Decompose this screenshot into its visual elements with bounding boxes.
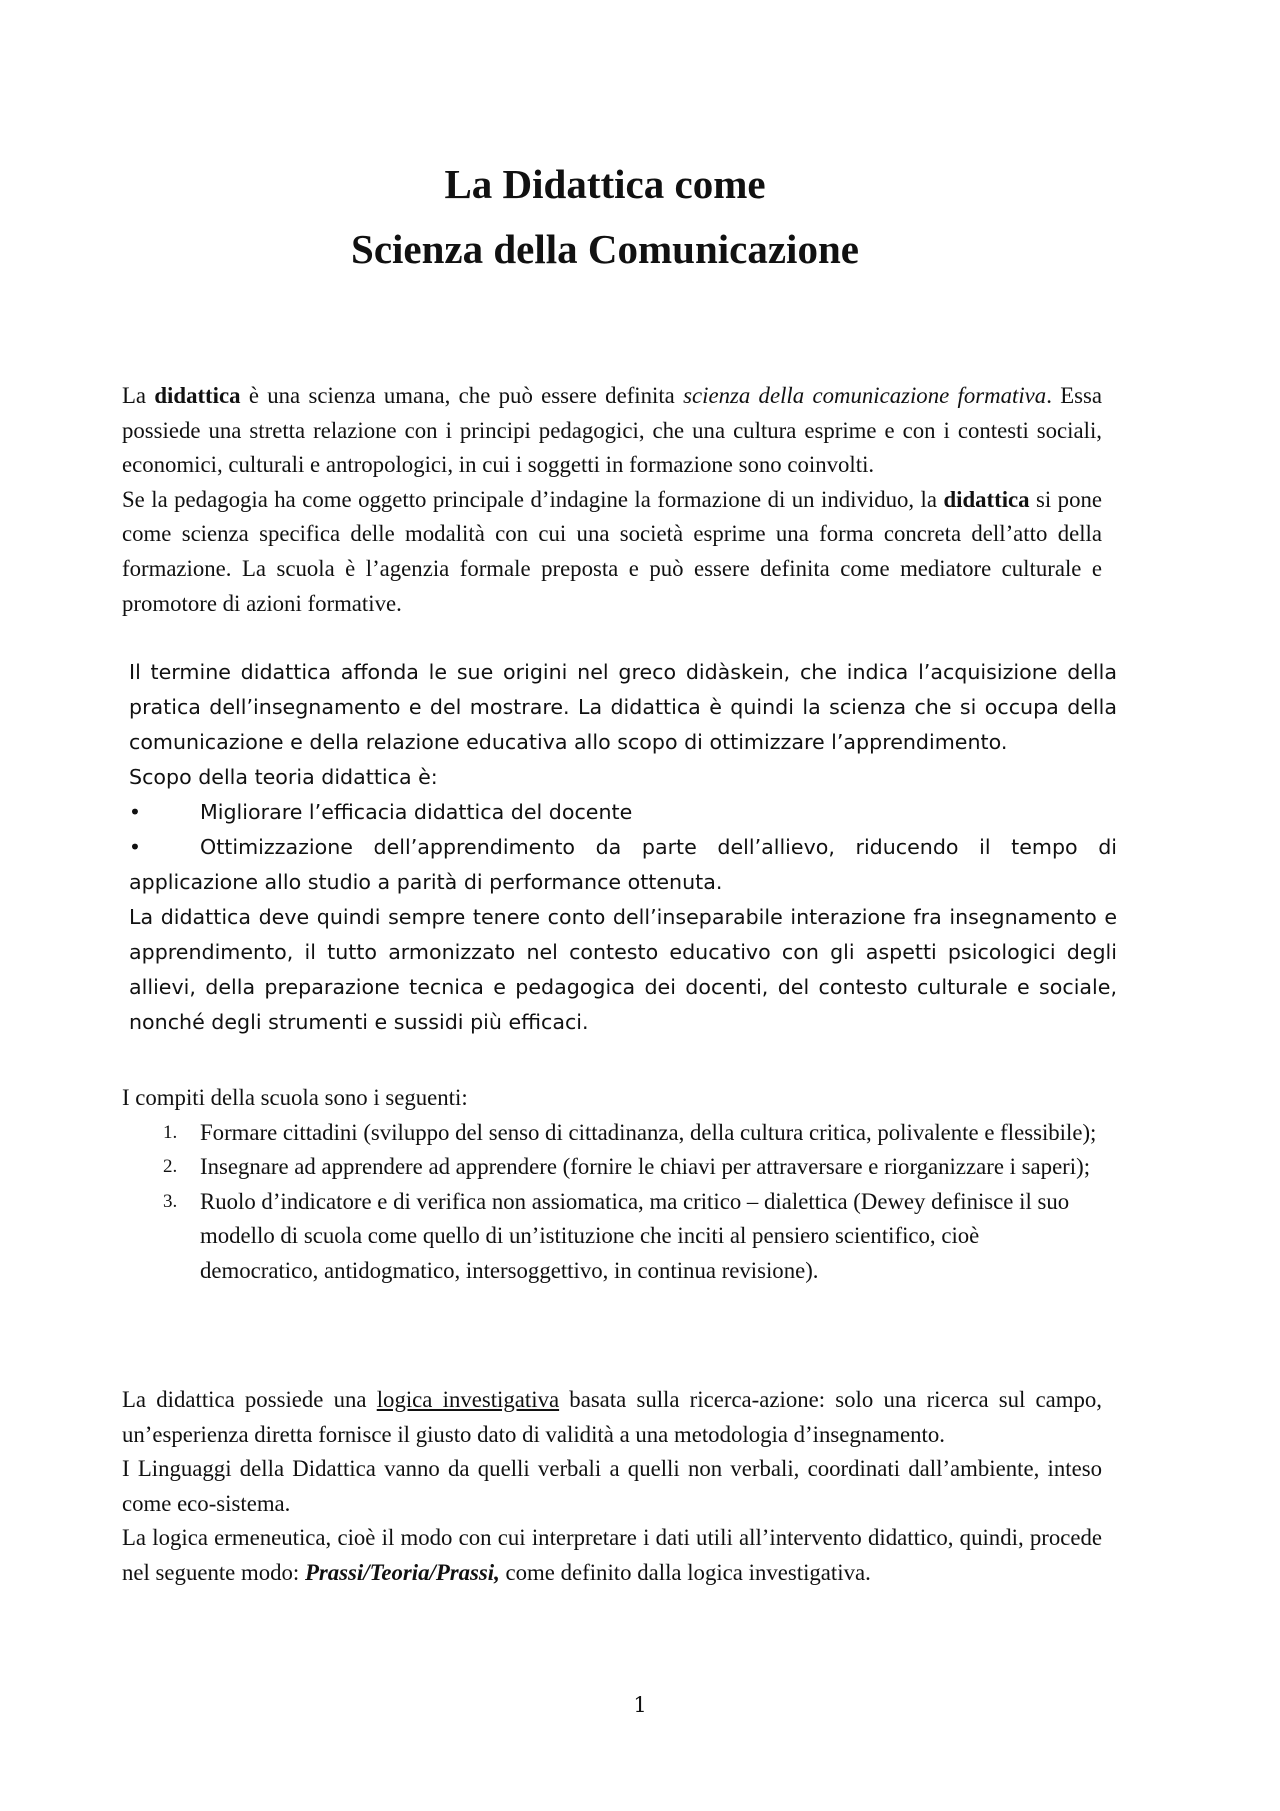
list-number: 1.	[163, 1121, 178, 1143]
scope-bullet-list	[129, 795, 1117, 900]
italic-term: scienza della comunicazione formativa	[683, 383, 1047, 408]
text-run: è una scienza umana, che può essere definita	[240, 383, 684, 408]
list-text: Ruolo d’indicatore e di verifica non assiomatica, ma critico – dialettica (Dewey definisce il suo modello di scuola come quello di un’istituzione che inciti al pensiero scientifico, cioè democratico, antidogmatico, intersoggettivo, in continua revisione).	[200, 1188, 1070, 1283]
text-run: La	[122, 383, 155, 408]
list-text: Insegnare ad apprendere ad apprendere (fornire le chiavi per attraversare e riorganizzare i saperi);	[200, 1154, 1091, 1180]
text-run: come definito dalla logica investigativa.	[499, 1559, 871, 1585]
bullet-text: Migliorare l’efficacia didattica del docente	[200, 800, 633, 824]
list-number: 2.	[163, 1156, 178, 1178]
list-text: Formare cittadini (sviluppo del senso di cittadinanza, della cultura critica, polivalente e flessibile);	[200, 1119, 1097, 1145]
text-run: La logica ermeneutica, cioè il modo con cui interpretare i dati utili all’intervento didattico, quindi, procede nel seguente modo:	[122, 1525, 1102, 1585]
bullet-text: Ottimizzazione dell’apprendimento da parte dell’allievo, riducendo il tempo di applicazione allo studio a parità di performance ottenuta.	[129, 835, 1117, 894]
document-title	[0, 152, 1210, 282]
intro-section	[122, 379, 1102, 621]
list-number: 3.	[163, 1190, 178, 1212]
text-run: basata sulla ricerca-azione: solo una ricerca sul campo, un’esperienza diretta fornisce il giusto dato di validità a una metodologia d’insegnamento.	[122, 1387, 1102, 1447]
text-run: La didattica possiede una	[122, 1387, 377, 1412]
bullet-icon: •	[128, 800, 142, 824]
page-number: 1	[633, 1693, 647, 1717]
list-item	[129, 830, 1117, 900]
tasks-numbered-list	[122, 1116, 1102, 1289]
paragraph-interaction: La didattica deve quindi sempre tenere conto dell’inseparabile interazione fra insegnamento e apprendimento, il tutto armonizzato nel contesto educativo con gli aspetti psicologici degli allievi, della preparazione tecnica e pedagogica dei docenti, del contesto culturale e sociale, nonché degli strumenti e sussidi più efficaci.	[129, 905, 1117, 1034]
list-item	[122, 1150, 1102, 1185]
paragraph-tasks-intro: I compiti della scuola sono i seguenti:	[122, 1085, 468, 1110]
paragraph-definition	[122, 379, 1102, 483]
bullet-icon: •	[128, 835, 142, 859]
paragraph-etymology: Il termine didattica affonda le sue origini nel greco didàskein, che indica l’acquisizione della pratica dell’insegnamento e del mostrare. La didattica è quindi la scienza che si occupa della comunicazione e della relazione educativa allo scopo di ottimizzare l’apprendimento.	[129, 660, 1117, 754]
bold-term-didattica: didattica	[943, 486, 1030, 512]
paragraph-scope-intro: Scopo della teoria didattica è:	[129, 765, 438, 789]
bold-italic-term: Prassi/Teoria/Prassi,	[304, 1559, 500, 1585]
list-item	[129, 795, 1117, 830]
paragraph-languages: I Linguaggi della Didattica vanno da quelli verbali a quelli non verbali, coordinati dall’ambiente, inteso come eco-sistema.	[122, 1456, 1102, 1516]
title-line-2: Scienza della Comunicazione	[351, 226, 859, 272]
bold-term-didattica: didattica	[154, 383, 241, 408]
underlined-term: logica investigativa	[376, 1387, 560, 1412]
text-run: si pone come scienza specifica delle modalità con cui una società esprime una forma concreta dell’atto della formazione. La scuola è l’agenzia formale preposta e può essere definita come mediatore culturale e promotore di azioni formative.	[122, 486, 1102, 616]
paragraph-pedagogia	[122, 483, 1102, 621]
school-tasks-section	[122, 1081, 1102, 1289]
etymology-section	[129, 655, 1117, 1040]
paragraph-hermeneutic-logic	[122, 1521, 1102, 1590]
text-run: Se la pedagogia ha come oggetto principale d’indagine la formazione di un individuo, la	[122, 486, 944, 512]
paragraph-investigative-logic	[122, 1383, 1102, 1452]
title-line-1: La Didattica come	[444, 161, 766, 207]
list-item	[122, 1116, 1102, 1151]
logic-section	[122, 1383, 1102, 1591]
text-run: . Essa possiede una stretta relazione con i principi pedagogici, che una cultura esprime e con i contesti sociali, economici, culturali e antropologici, in cui i soggetti in formazione sono coinvolti.	[122, 383, 1102, 478]
list-item	[122, 1185, 1102, 1289]
